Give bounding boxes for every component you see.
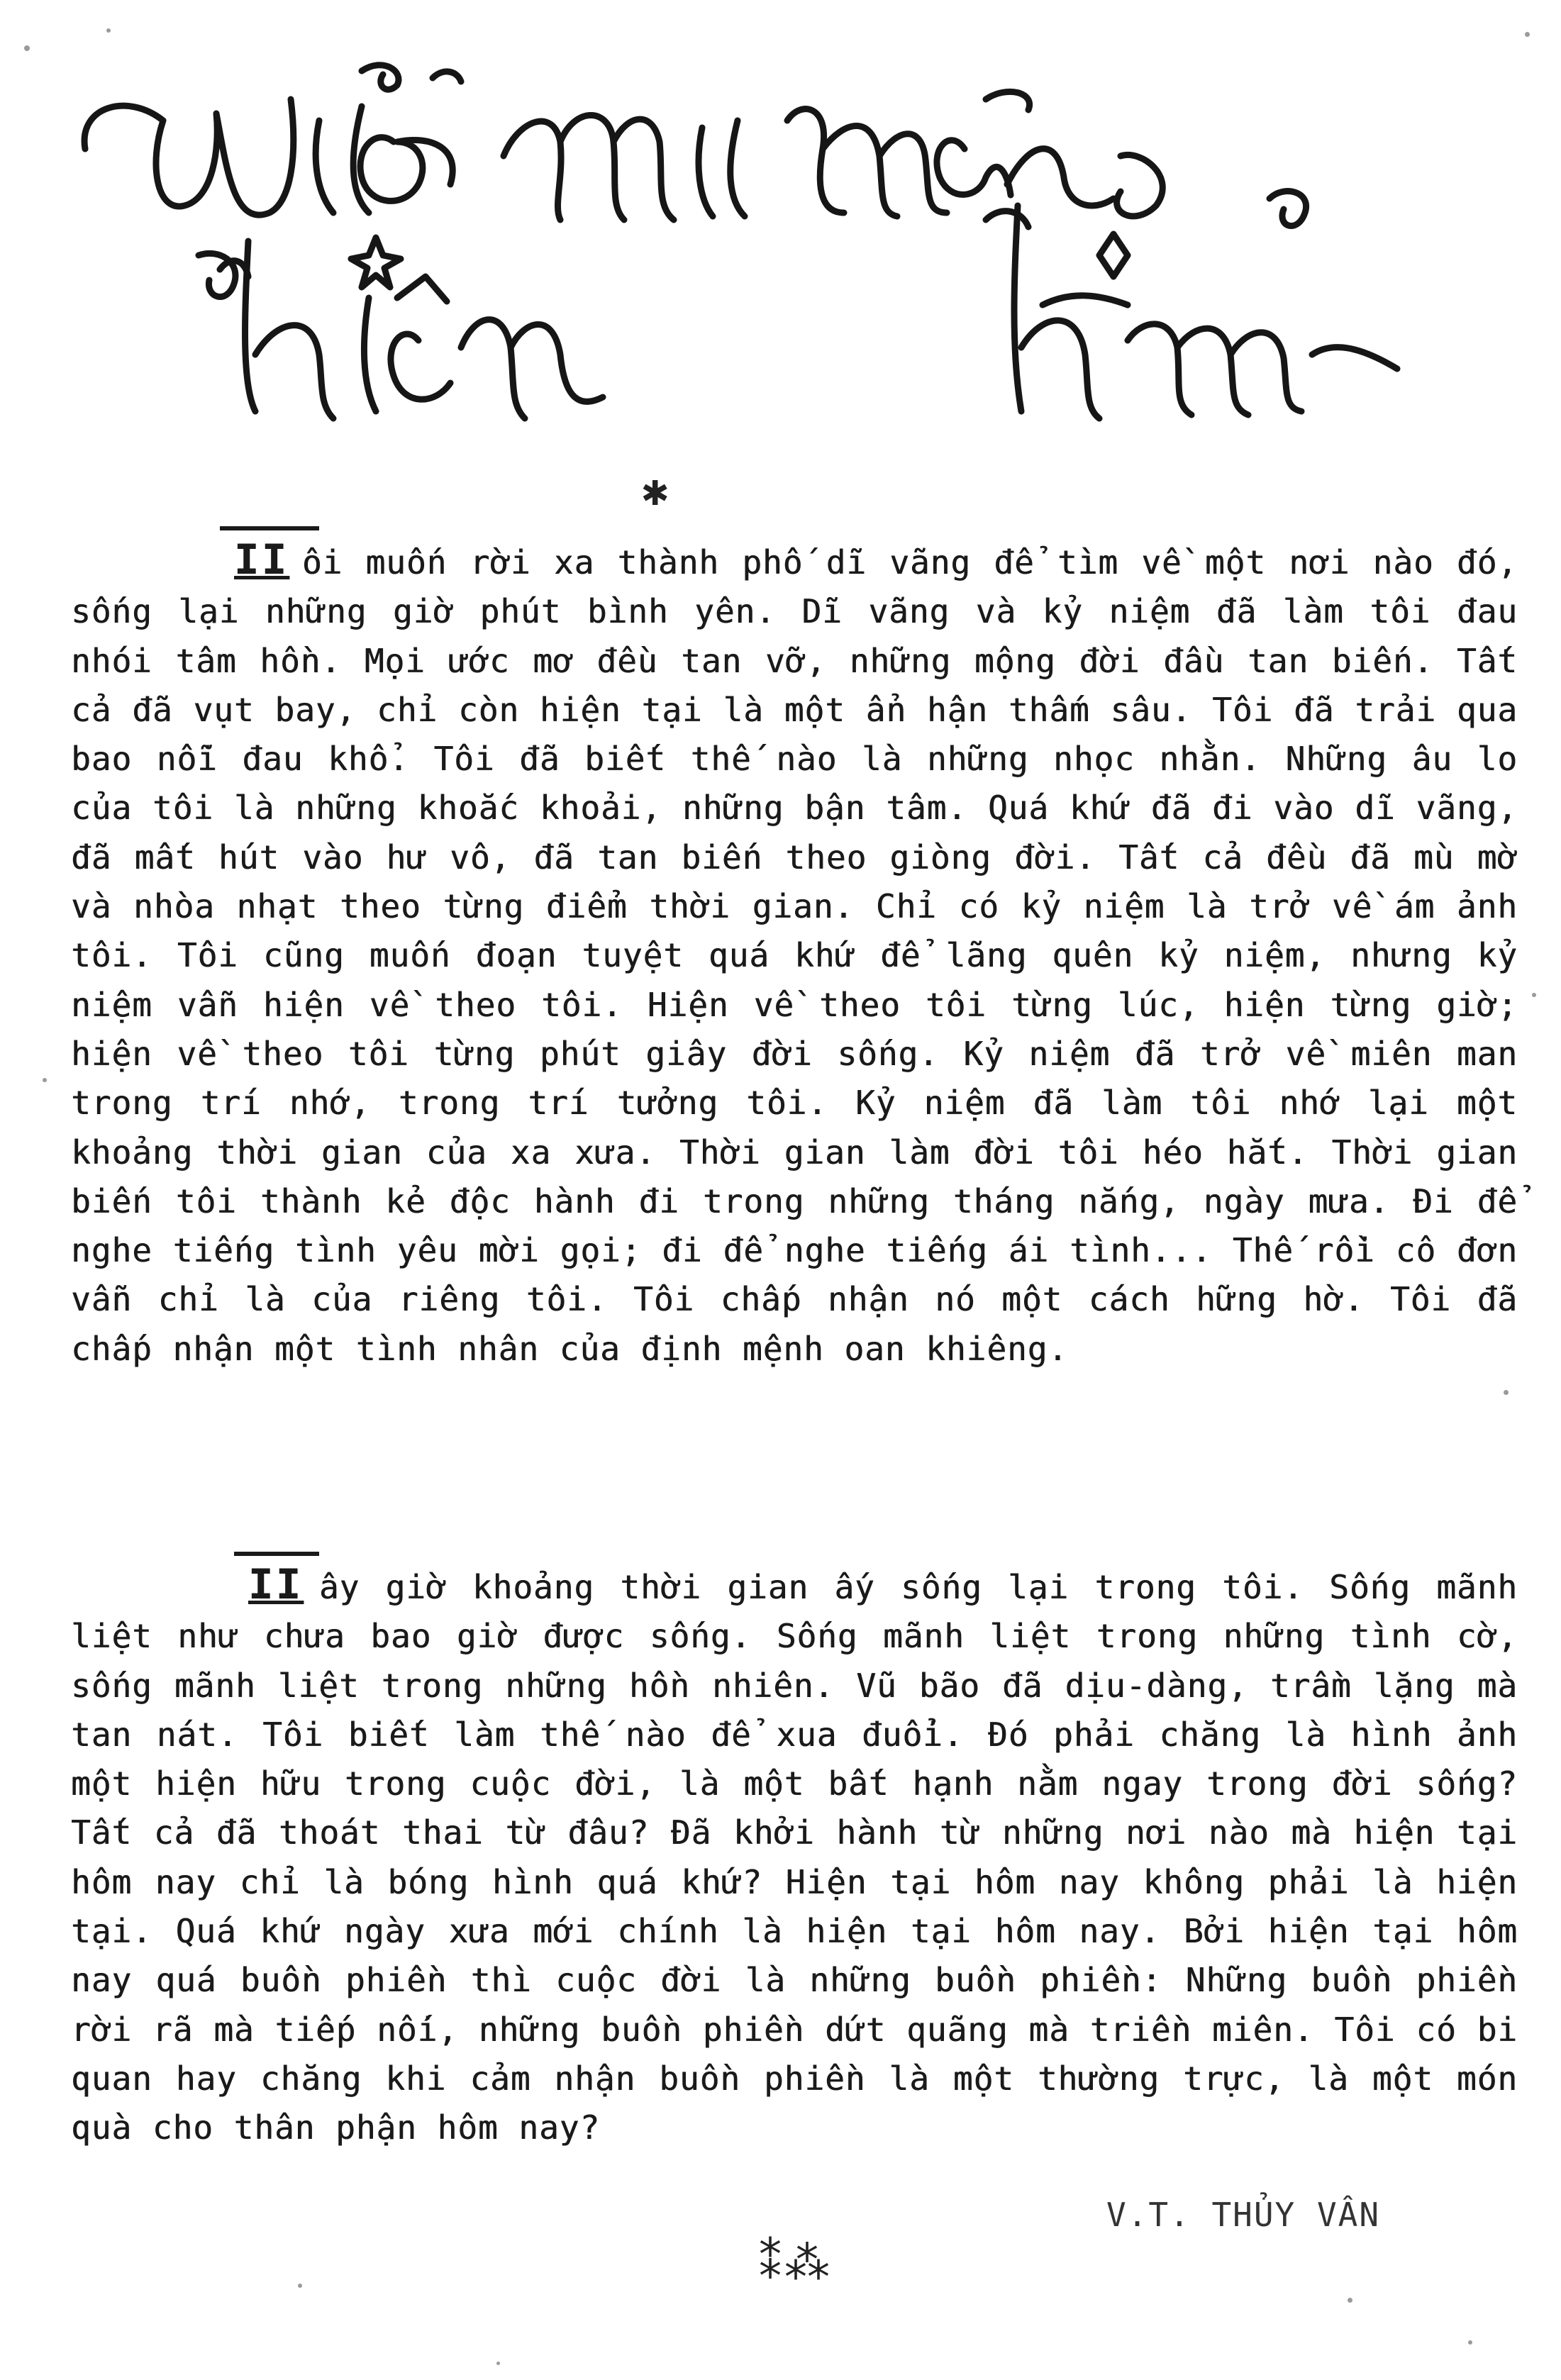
scan-speck xyxy=(1504,1390,1509,1395)
scan-speck xyxy=(1532,993,1536,997)
ornament-asterisk: ✱ xyxy=(642,464,669,516)
scan-speck xyxy=(496,2362,500,2365)
scan-speck xyxy=(106,28,111,33)
scan-speck xyxy=(1468,2340,1472,2345)
author-signature: V.T. THỦY VÂN xyxy=(1106,2196,1381,2234)
dropcap-bar xyxy=(234,1552,319,1556)
article-paragraph-2 xyxy=(71,1560,1518,2153)
scan-speck xyxy=(43,1078,47,1082)
dropcap-bar xyxy=(220,526,319,530)
scan-speck xyxy=(298,2284,302,2288)
title-line-2-art xyxy=(199,191,1397,418)
article-paragraph-1 xyxy=(71,535,1518,1374)
scan-speck xyxy=(24,45,30,51)
title-line-1-art xyxy=(84,65,1162,220)
ornament-end: ⁑⁂ xyxy=(759,2237,833,2290)
paragraph-1-text: ôi muốn rời xa thành phố dĩ vãng để tìm về một nơi nào đó, sống lại những giờ phút bình yên. Dĩ vãng và kỷ niệm đã làm tôi đau nhói tâm hồn. Mọi ước mơ đều tan vỡ, những mộng đời đầu tan biến. Tất cả đã vụt bay, chỉ còn hiện tại là một ẩn hận thấm sâu. Tôi đã trải qua bao nỗi đau khổ. Tôi đã biết thế nào là những nhọc nhằn. Những âu lo của tôi là những khoắc khoải, những bận tâm. Quá khứ đã đi vào dĩ vãng, đã mất hút vào hư vô, đã tan biến theo giòng đời. Tất cả đều đã mù mờ và nhòa nhạt theo từng điểm thời gian. Chỉ có kỷ niệm là trở về ám ảnh tôi. Tôi cũng muốn đoạn tuyệt quá khứ để lãng quên kỷ niệm, nhưng kỷ niệm vẫn hiện về theo tôi. Hiện về theo tôi từng lúc, hiện từng giờ; hiện về theo tôi từng phút giây đời sống. Kỷ niệm đã trở về miên man trong trí nhớ, trong trí tưởng tôi. Kỷ niệm đã làm tôi nhớ lại một khoảng thời gian của xa xưa. Thời gian làm đời tôi héo hắt. Thời gian biến tôi thành kẻ độc hành đi trong những tháng nắng, ngày mưa. Đi để nghe tiếng tình yêu mời gọi; đi để nghe tiếng ái tình... Thế rồi cô đơn vẫn chỉ là của riêng tôi. Tôi chấp nhận nó một cách hững hờ. Tôi đã chấp nhận một tình nhân của định mệnh oan khiêng. xyxy=(71,543,1518,1368)
scan-speck xyxy=(1525,32,1530,37)
section-marker-2: II xyxy=(248,1560,304,1608)
scan-speck xyxy=(1348,2298,1352,2303)
section-marker-1: II xyxy=(234,535,289,584)
paragraph-2-text: ây giờ khoảng thời gian ấy sống lại trong tôi. Sống mãnh liệt như chưa bao giờ được sống. Sống mãnh liệt trong những tình cờ, sống mãnh liệt trong những hồn nhiên. Vũ bão đã dịu-dàng, trầm lặng mà tan nát. Tôi biết làm thế nào để xua đuổi. Đó phải chăng là hình ảnh một hiện hữu trong cuộc đời, là một bất hạnh nằm ngay trong đời sống? Tất cả đã thoát thai từ đâu? Đã khởi hành từ những nơi nào mà hiện tại hôm nay chỉ là bóng hình quá khứ? Hiện tại hôm nay không phải là hiện tại. Quá khứ ngày xưa mới chính là hiện tại hôm nay. Bởi hiện tại hôm nay quá buồn phiền thì cuộc đời là những buồn phiền: Những buồn phiền rời rã mà tiếp nối, những buồn phiền dứt quãng mà triền miên. Tôi có bi quan hay chăng khi cảm nhận buồn phiền là một thường trực, là một món quà cho thân phận hôm nay? xyxy=(71,1568,1518,2147)
title-artwork xyxy=(64,43,1482,532)
